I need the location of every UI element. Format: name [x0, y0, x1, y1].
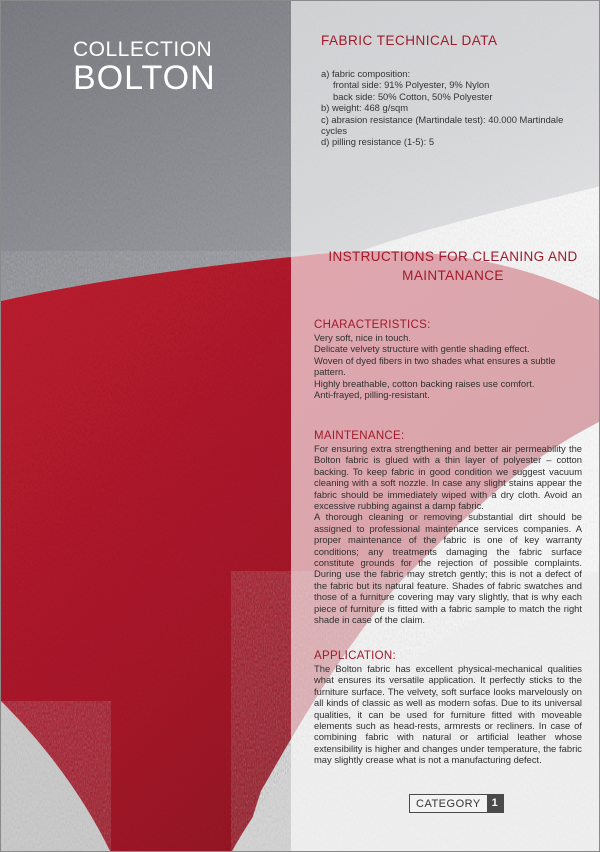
characteristics-line: Highly breathable, cotton backing raises use comfort. [314, 377, 535, 389]
instructions-title: INSTRUCTIONS FOR CLEANING AND MAINTANANCE [328, 249, 578, 283]
category-badge [409, 794, 504, 813]
characteristics-line: Woven of dyed fibers in two shades what ensures a subtle pattern. [314, 354, 556, 378]
characteristics-title: CHARACTERISTICS: [314, 319, 431, 331]
tech-item-abrasion: c) abrasion resistance (Martindale test): 40.000 Martindale cycles [321, 113, 564, 137]
characteristics-line: Anti-frayed, pilling-resistant. [314, 389, 430, 401]
tech-item-composition: a) fabric composition: [321, 68, 411, 79]
brand-line-collection: COLLECTION [73, 38, 213, 61]
category-number: 1 [487, 795, 503, 812]
tech-item-frontal: frontal side: 91% Polyester, 9% Nylon [333, 79, 490, 91]
characteristics-line: Delicate velvety structure with gentle shading effect. [314, 343, 530, 355]
tech-item-back: back side: 50% Cotton, 50% Polyester [333, 90, 493, 102]
brand-line-bolton: BOLTON [73, 59, 216, 97]
collection-brand [73, 39, 216, 95]
technical-data-list [321, 68, 583, 148]
maintenance-paragraph: A thorough cleaning or removing substantial dirt should be assigned to professional maintenance services companies. A proper maintenance of the fabric is one of key warranty conditions; any treatments damaging the fabric surface constitute grounds for the rejection of possible complaints. During use the fabric may stretch gently; this is not a defect of the fabric but its natural feature. Shades of fabric swatches and those of a furniture covering may vary slightly, that is why each piece of furniture is fitted with a fabric sample to match the right shade in case of the claim. [314, 511, 582, 626]
characteristics-line: Very soft, nice in touch. [314, 332, 411, 343]
characteristics-section [314, 319, 582, 400]
application-title: APPLICATION: [314, 650, 396, 662]
tech-item-pilling: d) pilling resistance (1-5): 5 [321, 136, 435, 148]
maintenance-paragraph: For ensuring extra strengthening and better air permeability the Bolton fabric is glued with a thin layer of polyester – cotton backing. To keep fabric in good condition we suggest vacuum cleaning with a soft nozzle. In case any slight stains appear the fabric should be immediately wiped with a dry cloth. Avoid an excessive rubbing against a damp fabric. [314, 443, 582, 512]
application-paragraph: The Bolton fabric has excellent physical-mechanical qualities what ensures its versatile application. It perfectly sticks to the furniture surface. The velvety, soft surface looks marvelously on all kinds of classic as well as modern sofas. Due to its universal qualities, it can be used for furniture fitted with moveable elements such as head-rests, armrests or recliners. In case of combining fabric with natural or artificial leather whose extensibility is higher and changes under temperature, the fabric may slightly crease what is not a manufacturing defect. [314, 663, 582, 766]
technical-data-title: FABRIC TECHNICAL DATA [321, 33, 498, 48]
maintenance-section [314, 430, 582, 626]
maintenance-title: MAINTENANCE: [314, 430, 405, 442]
category-label: CATEGORY [416, 797, 481, 810]
application-section [314, 650, 582, 766]
tech-item-weight: b) weight: 468 g/sqm [321, 102, 409, 114]
